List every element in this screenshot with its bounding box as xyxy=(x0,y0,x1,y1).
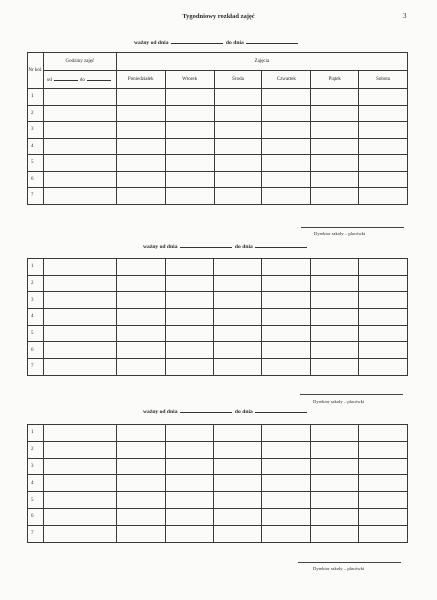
day-header: Poniedziałek xyxy=(116,71,165,89)
nr-kol-header: Nr kol. xyxy=(28,53,44,89)
class-cell[interactable] xyxy=(359,292,408,309)
class-cell[interactable] xyxy=(262,342,311,359)
class-cell[interactable] xyxy=(311,105,359,122)
class-cell[interactable] xyxy=(359,171,408,188)
class-cell[interactable] xyxy=(262,275,311,292)
hours-cell[interactable] xyxy=(43,525,116,542)
class-cell[interactable] xyxy=(165,138,214,155)
class-cell[interactable] xyxy=(116,359,165,376)
table-row xyxy=(28,309,408,326)
hours-cell[interactable] xyxy=(43,475,116,492)
valid-to-label: do dnia xyxy=(234,244,253,250)
table-row xyxy=(28,138,408,155)
class-cell[interactable] xyxy=(359,525,408,542)
class-cell[interactable] xyxy=(311,259,359,276)
class-cell[interactable] xyxy=(214,188,262,205)
class-cell[interactable] xyxy=(311,292,359,309)
class-cell[interactable] xyxy=(262,325,311,342)
valid-to-label: do dnia xyxy=(234,409,253,415)
hours-cell[interactable] xyxy=(43,188,116,205)
hours-cell[interactable] xyxy=(43,309,116,326)
hours-header: Godziny zajęć xyxy=(43,53,116,71)
schedule-table-3 xyxy=(27,424,408,543)
table-row xyxy=(28,188,408,205)
class-cell[interactable] xyxy=(116,292,165,309)
class-cell[interactable] xyxy=(311,475,359,492)
class-cell[interactable] xyxy=(262,425,311,442)
hours-cell[interactable] xyxy=(43,105,116,122)
row-number: 7 xyxy=(28,188,44,205)
class-cell[interactable] xyxy=(359,155,408,172)
table-row xyxy=(28,425,408,442)
class-cell[interactable] xyxy=(116,441,165,458)
class-cell[interactable] xyxy=(214,89,262,106)
hours-cell[interactable] xyxy=(43,259,116,276)
class-cell[interactable] xyxy=(311,441,359,458)
class-cell[interactable] xyxy=(116,171,165,188)
hours-cell[interactable] xyxy=(43,342,116,359)
class-cell[interactable] xyxy=(262,89,311,106)
class-cell[interactable] xyxy=(214,475,262,492)
row-number: 4 xyxy=(28,138,44,155)
class-cell[interactable] xyxy=(116,188,165,205)
hours-cell[interactable] xyxy=(43,138,116,155)
hours-from-to: od do xyxy=(43,71,116,89)
row-number: 1 xyxy=(28,259,44,276)
class-cell[interactable] xyxy=(311,309,359,326)
row-number: 5 xyxy=(28,492,44,509)
day-header: Sobota xyxy=(359,71,408,89)
class-cell[interactable] xyxy=(311,155,359,172)
row-number: 4 xyxy=(28,475,44,492)
class-cell[interactable] xyxy=(214,425,262,442)
class-cell[interactable] xyxy=(214,155,262,172)
class-cell[interactable] xyxy=(116,458,165,475)
class-cell[interactable] xyxy=(214,508,262,525)
class-cell[interactable] xyxy=(165,425,214,442)
table-row xyxy=(28,325,408,342)
class-cell[interactable] xyxy=(311,425,359,442)
class-cell[interactable] xyxy=(311,525,359,542)
page-number: 3 xyxy=(403,12,407,20)
class-cell[interactable] xyxy=(262,492,311,509)
class-cell[interactable] xyxy=(165,525,214,542)
class-cell[interactable] xyxy=(262,359,311,376)
row-number: 1 xyxy=(28,89,44,106)
class-cell[interactable] xyxy=(311,342,359,359)
classes-header: Zajęcia xyxy=(116,53,407,71)
table-row xyxy=(28,155,408,172)
class-cell[interactable] xyxy=(359,122,408,139)
table-row xyxy=(28,492,408,509)
schedule-table-2 xyxy=(27,258,408,376)
class-cell[interactable] xyxy=(262,309,311,326)
class-cell[interactable] xyxy=(165,89,214,106)
class-cell[interactable] xyxy=(116,342,165,359)
valid-to-label: do dnia xyxy=(225,40,244,46)
class-cell[interactable] xyxy=(165,492,214,509)
hours-cell[interactable] xyxy=(43,458,116,475)
day-header: Czwartek xyxy=(262,71,311,89)
class-cell[interactable] xyxy=(214,359,262,376)
table-row xyxy=(28,525,408,542)
class-cell[interactable] xyxy=(359,492,408,509)
class-cell[interactable] xyxy=(311,325,359,342)
row-number: 6 xyxy=(28,171,44,188)
row-number: 3 xyxy=(28,292,44,309)
class-cell[interactable] xyxy=(116,155,165,172)
valid-to-field[interactable] xyxy=(255,407,307,413)
class-cell[interactable] xyxy=(262,525,311,542)
validity-line-3 xyxy=(143,407,309,415)
class-cell[interactable] xyxy=(165,171,214,188)
table-row xyxy=(28,441,408,458)
class-cell[interactable] xyxy=(116,325,165,342)
class-cell[interactable] xyxy=(311,122,359,139)
class-cell[interactable] xyxy=(262,122,311,139)
class-cell[interactable] xyxy=(359,105,408,122)
class-cell[interactable] xyxy=(214,458,262,475)
class-cell[interactable] xyxy=(311,275,359,292)
class-cell[interactable] xyxy=(262,188,311,205)
hours-cell[interactable] xyxy=(43,89,116,106)
class-cell[interactable] xyxy=(214,441,262,458)
day-header: Środa xyxy=(214,71,262,89)
class-cell[interactable] xyxy=(116,309,165,326)
class-cell[interactable] xyxy=(262,458,311,475)
class-cell[interactable] xyxy=(359,309,408,326)
row-number: 5 xyxy=(28,155,44,172)
row-number: 4 xyxy=(28,309,44,326)
valid-from-label: ważny od dnia xyxy=(134,40,169,46)
class-cell[interactable] xyxy=(359,441,408,458)
class-cell[interactable] xyxy=(359,475,408,492)
hours-cell[interactable] xyxy=(43,155,116,172)
class-cell[interactable] xyxy=(262,171,311,188)
class-cell[interactable] xyxy=(262,259,311,276)
class-cell[interactable] xyxy=(214,342,262,359)
class-cell[interactable] xyxy=(165,188,214,205)
valid-from-field[interactable] xyxy=(180,242,232,248)
class-cell[interactable] xyxy=(214,492,262,509)
class-cell[interactable] xyxy=(311,171,359,188)
hours-cell[interactable] xyxy=(43,292,116,309)
class-cell[interactable] xyxy=(359,508,408,525)
class-cell[interactable] xyxy=(116,275,165,292)
valid-from-field[interactable] xyxy=(171,38,223,44)
class-cell[interactable] xyxy=(165,325,214,342)
class-cell[interactable] xyxy=(214,292,262,309)
table-row xyxy=(28,89,408,106)
class-cell[interactable] xyxy=(165,342,214,359)
class-cell[interactable] xyxy=(262,155,311,172)
signature-label-3: Dyrektor szkoły – placówki xyxy=(313,566,365,571)
class-cell[interactable] xyxy=(359,138,408,155)
row-number: 1 xyxy=(28,425,44,442)
class-cell[interactable] xyxy=(359,275,408,292)
class-cell[interactable] xyxy=(262,441,311,458)
class-cell[interactable] xyxy=(214,171,262,188)
signature-line-1 xyxy=(301,227,404,228)
class-cell[interactable] xyxy=(165,259,214,276)
class-cell[interactable] xyxy=(116,475,165,492)
class-cell[interactable] xyxy=(311,508,359,525)
hours-cell[interactable] xyxy=(43,171,116,188)
class-cell[interactable] xyxy=(165,122,214,139)
table-row xyxy=(28,359,408,376)
page-title: Tygodniowy rozkład zajęć xyxy=(182,13,255,20)
class-cell[interactable] xyxy=(116,492,165,509)
table-row xyxy=(28,342,408,359)
class-cell[interactable] xyxy=(214,138,262,155)
signature-line-2 xyxy=(300,394,403,395)
class-cell[interactable] xyxy=(359,259,408,276)
class-cell[interactable] xyxy=(214,325,262,342)
table-row xyxy=(28,292,408,309)
class-cell[interactable] xyxy=(165,105,214,122)
class-cell[interactable] xyxy=(214,259,262,276)
row-number: 3 xyxy=(28,122,44,139)
class-cell[interactable] xyxy=(359,359,408,376)
hours-cell[interactable] xyxy=(43,359,116,376)
class-cell[interactable] xyxy=(359,325,408,342)
row-number: 2 xyxy=(28,441,44,458)
class-cell[interactable] xyxy=(359,188,408,205)
day-header: Wtorek xyxy=(165,71,214,89)
class-cell[interactable] xyxy=(214,275,262,292)
class-cell[interactable] xyxy=(359,89,408,106)
class-cell[interactable] xyxy=(116,105,165,122)
row-number: 7 xyxy=(28,525,44,542)
signature-label-2: Dyrektor szkoły – placówki xyxy=(313,399,365,404)
table-row xyxy=(28,275,408,292)
class-cell[interactable] xyxy=(311,138,359,155)
class-cell[interactable] xyxy=(262,508,311,525)
class-cell[interactable] xyxy=(116,508,165,525)
valid-from-label: ważny od dnia xyxy=(143,409,178,415)
hours-cell[interactable] xyxy=(43,325,116,342)
table-row xyxy=(28,458,408,475)
class-cell[interactable] xyxy=(262,475,311,492)
class-cell[interactable] xyxy=(165,275,214,292)
class-cell[interactable] xyxy=(165,441,214,458)
row-number: 2 xyxy=(28,105,44,122)
day-header: Piątek xyxy=(311,71,359,89)
class-cell[interactable] xyxy=(214,309,262,326)
class-cell[interactable] xyxy=(359,342,408,359)
row-number: 7 xyxy=(28,359,44,376)
class-cell[interactable] xyxy=(116,122,165,139)
class-cell[interactable] xyxy=(262,138,311,155)
table-row xyxy=(28,259,408,276)
class-cell[interactable] xyxy=(165,475,214,492)
hours-cell[interactable] xyxy=(43,122,116,139)
class-cell[interactable] xyxy=(311,458,359,475)
hours-cell[interactable] xyxy=(43,275,116,292)
row-number: 2 xyxy=(28,275,44,292)
table-row xyxy=(28,171,408,188)
table-row xyxy=(28,122,408,139)
validity-line-1 xyxy=(134,38,300,46)
class-cell[interactable] xyxy=(262,105,311,122)
row-number: 5 xyxy=(28,325,44,342)
class-cell[interactable] xyxy=(165,458,214,475)
class-cell[interactable] xyxy=(359,425,408,442)
class-cell[interactable] xyxy=(165,508,214,525)
class-cell[interactable] xyxy=(116,259,165,276)
hours-cell[interactable] xyxy=(43,425,116,442)
valid-to-field[interactable] xyxy=(255,242,307,248)
class-cell[interactable] xyxy=(262,292,311,309)
signature-label-1: Dyrektor szkoły – placówki xyxy=(314,231,366,236)
hours-cell[interactable] xyxy=(43,441,116,458)
class-cell[interactable] xyxy=(214,105,262,122)
class-cell[interactable] xyxy=(165,155,214,172)
class-cell[interactable] xyxy=(311,492,359,509)
schedule-table-1 xyxy=(27,52,408,205)
valid-from-label: ważny od dnia xyxy=(143,244,178,250)
row-number: 6 xyxy=(28,342,44,359)
class-cell[interactable] xyxy=(214,525,262,542)
table-row xyxy=(28,508,408,525)
class-cell[interactable] xyxy=(359,458,408,475)
row-number: 6 xyxy=(28,508,44,525)
class-cell[interactable] xyxy=(165,309,214,326)
class-cell[interactable] xyxy=(165,359,214,376)
class-cell[interactable] xyxy=(311,89,359,106)
hours-cell[interactable] xyxy=(43,508,116,525)
signature-line-3 xyxy=(298,562,401,563)
class-cell[interactable] xyxy=(116,138,165,155)
hours-cell[interactable] xyxy=(43,492,116,509)
valid-to-field[interactable] xyxy=(246,38,298,44)
class-cell[interactable] xyxy=(116,525,165,542)
class-cell[interactable] xyxy=(116,425,165,442)
validity-line-2 xyxy=(143,242,309,250)
table-row xyxy=(28,475,408,492)
valid-from-field[interactable] xyxy=(180,407,232,413)
row-number: 3 xyxy=(28,458,44,475)
table-row xyxy=(28,105,408,122)
class-cell[interactable] xyxy=(165,292,214,309)
class-cell[interactable] xyxy=(311,188,359,205)
class-cell[interactable] xyxy=(311,359,359,376)
class-cell[interactable] xyxy=(116,89,165,106)
class-cell[interactable] xyxy=(214,122,262,139)
